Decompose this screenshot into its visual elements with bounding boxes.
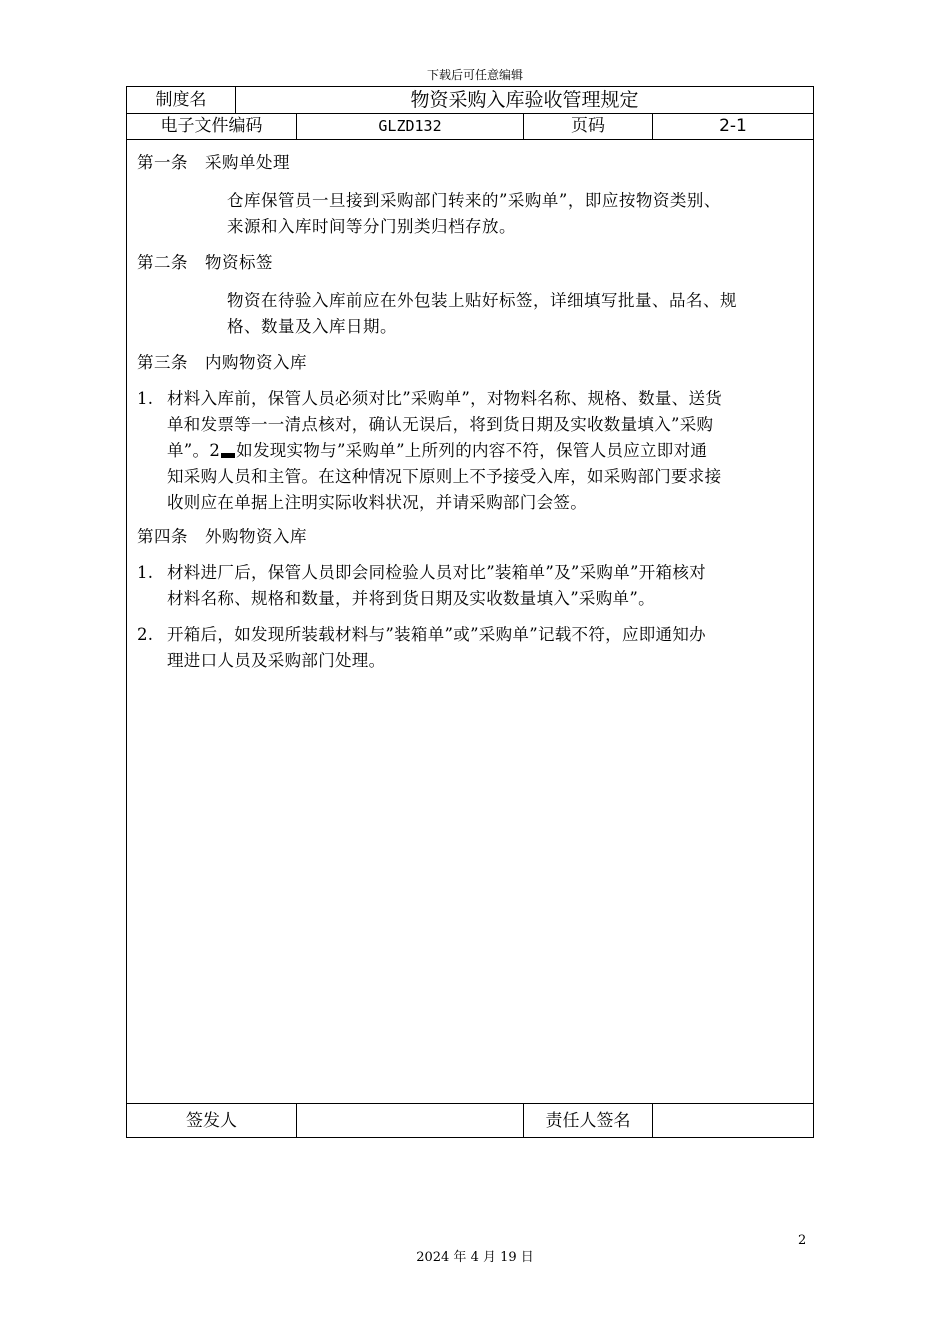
header-note: 下载后可任意编辑 — [426, 68, 523, 82]
title-row — [127, 87, 813, 114]
section-2-title: 第二条 物资标签 — [137, 253, 273, 272]
document-title: 物资采购入库验收管理规定 — [410, 89, 639, 111]
footer-date: 2024 年 4 月 19 日 — [416, 1250, 534, 1265]
section-2-text: 物资在待验入库前应在外包装上贴好标签，详细填写批量、品名、规 格、数量及入库日期。 — [227, 291, 737, 336]
section-3-title: 第三条 内购物资入库 — [137, 353, 307, 372]
code-row — [127, 113, 813, 140]
inline-marker — [221, 453, 235, 458]
section-4-title: 第四条 外购物资入库 — [137, 527, 307, 546]
signature-row — [127, 1103, 813, 1138]
section-3-item-1: 1. 材料入库前，保管人员必须对比”采购单”，对物料名称、规格、数量、送货 单和发票等一一清点核对，确认无误后，将到货日期及实收数量填入”采购 单”。2 如发现实物与”采购单”上所列的内容不符，保管人员应立即对通 知采购人员和主管。在这种情况下原则上不予接受入库，如采购部门要求接 收则应在单据上注明实际收料状况，并请采购部门会签。 — [137, 389, 723, 512]
section-1-title: 第一条 采购单处理 — [137, 153, 290, 172]
responsible-signature-field[interactable] — [653, 1104, 813, 1138]
section-4-item-1: 1. 材料进厂后，保管人员即会同检验人员对比”装箱单”及”采购单”开箱核对 材料名称、规格和数量，并将到货日期及实收数量填入”采购单”。 — [137, 563, 706, 608]
label-file-code: 电子文件编码 — [160, 116, 263, 136]
label-name: 制度名 — [155, 90, 207, 110]
section-4-item-2: 2. 开箱后，如发现所装载材料与”装箱单”或”采购单”记载不符，应即通知办 理进口人员及采购部门处理。 — [137, 625, 706, 670]
section-1-text: 仓库保管员一旦接到采购部门转来的”采购单”，即应按物资类别、 来源和入库时间等分门别类归档存放。 — [227, 191, 721, 236]
label-page: 页码 — [571, 116, 605, 136]
label-responsible: 责任人签名 — [545, 1111, 631, 1131]
label-issuer: 签发人 — [186, 1111, 237, 1131]
issuer-field[interactable] — [297, 1104, 523, 1138]
file-code: GLZD132 — [378, 117, 442, 135]
page-number: 2 — [798, 1233, 807, 1248]
page-code: 2-1 — [719, 116, 747, 136]
regulation-form — [126, 86, 814, 1138]
